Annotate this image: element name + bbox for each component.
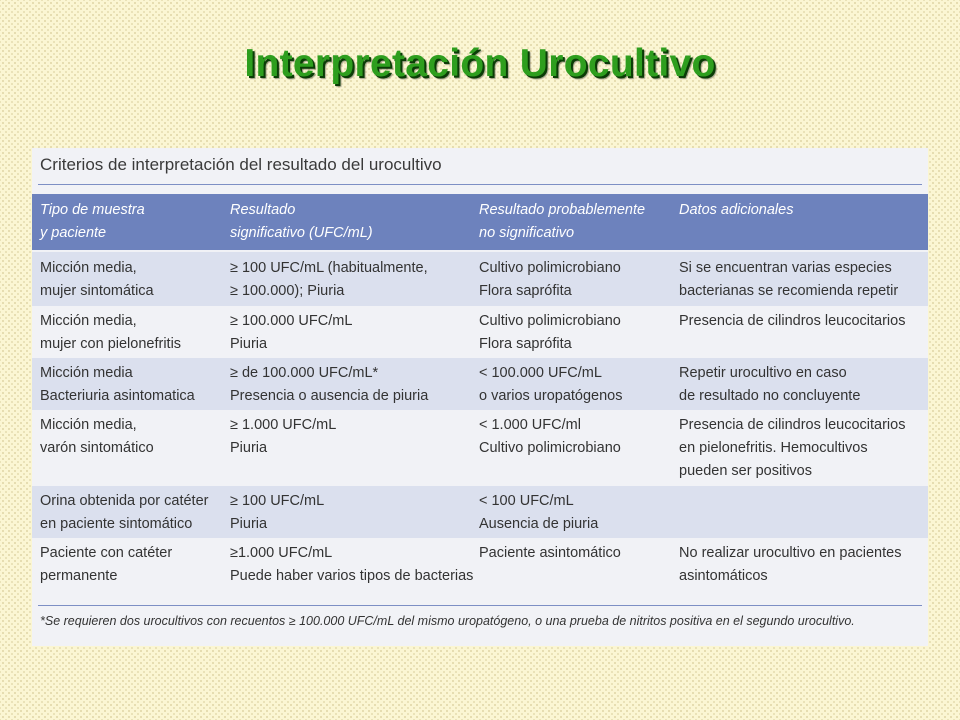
table-cell: ≥ de 100.000 UFC/mL* Presencia o ausencia de piuria bbox=[230, 365, 429, 404]
table-cell: ≥ 100 UFC/mL Piuria bbox=[230, 493, 325, 532]
table-cell: Cultivo polimicrobiano Flora saprófita bbox=[479, 260, 621, 299]
table-cell: Micción media, mujer con pielonefritis bbox=[40, 313, 182, 352]
table-cell: Presencia de cilindros leucocitarios en pielonefritis. Hemocultivos pueden ser positivos bbox=[679, 417, 906, 479]
table-cell: Repetir urocultivo en caso de resultado no concluyente bbox=[679, 365, 861, 404]
column-header-non-significant-result: Resultado probablemente no significativo bbox=[479, 202, 646, 241]
table-cell: Cultivo polimicrobiano Flora saprófita bbox=[479, 313, 621, 352]
criteria-table bbox=[32, 148, 928, 646]
table-heading: Criterios de interpretación del resultado del urocultivo bbox=[40, 155, 442, 174]
table-cell: Micción media, varón sintomático bbox=[40, 417, 154, 456]
column-header-additional-data: Datos adicionales bbox=[679, 202, 794, 218]
table-cell: ≥ 100.000 UFC/mL Piuria bbox=[230, 313, 353, 352]
table-cell: ≥1.000 UFC/mL Puede haber varios tipos de bacterias bbox=[230, 545, 474, 584]
table-footnote: *Se requieren dos urocultivos con recuentos ≥ 100.000 UFC/mL del mismo uropatógeno, o una prueba de nitritos positiva en el segundo urocultivo. bbox=[40, 614, 855, 628]
table-cell: Paciente con catéter permanente bbox=[40, 545, 173, 584]
table-cell: ≥ 1.000 UFC/mL Piuria bbox=[230, 417, 337, 456]
table-cell: ≥ 100 UFC/mL (habitualmente, ≥ 100.000); Piuria bbox=[230, 260, 428, 299]
table-cell: Orina obtenida por catéter en paciente sintomático bbox=[40, 493, 209, 532]
table-cell: Paciente asintomático bbox=[479, 545, 621, 561]
table-cell: Presencia de cilindros leucocitarios bbox=[679, 313, 906, 329]
table-cell: Micción media, mujer sintomática bbox=[40, 260, 154, 299]
footnote-divider bbox=[38, 605, 922, 606]
table-cell: < 100 UFC/mL Ausencia de piuria bbox=[479, 493, 599, 532]
heading-divider bbox=[38, 184, 922, 185]
table-cell: < 1.000 UFC/ml Cultivo polimicrobiano bbox=[479, 417, 621, 456]
column-header-significant-result: Resultado significativo (UFC/mL) bbox=[230, 202, 373, 241]
slide-title: Interpretación Urocultivo bbox=[244, 42, 716, 85]
table-cell: No realizar urocultivo en pacientes asintomáticos bbox=[679, 545, 902, 584]
table-cell: < 100.000 UFC/mL o varios uropatógenos bbox=[479, 365, 623, 404]
column-header-sample-type: Tipo de muestra y paciente bbox=[40, 202, 145, 241]
table-cell: Si se encuentran varias especies bacterianas se recomienda repetir bbox=[679, 260, 899, 299]
table-cell: Micción media Bacteriuria asintomatica bbox=[40, 365, 195, 404]
